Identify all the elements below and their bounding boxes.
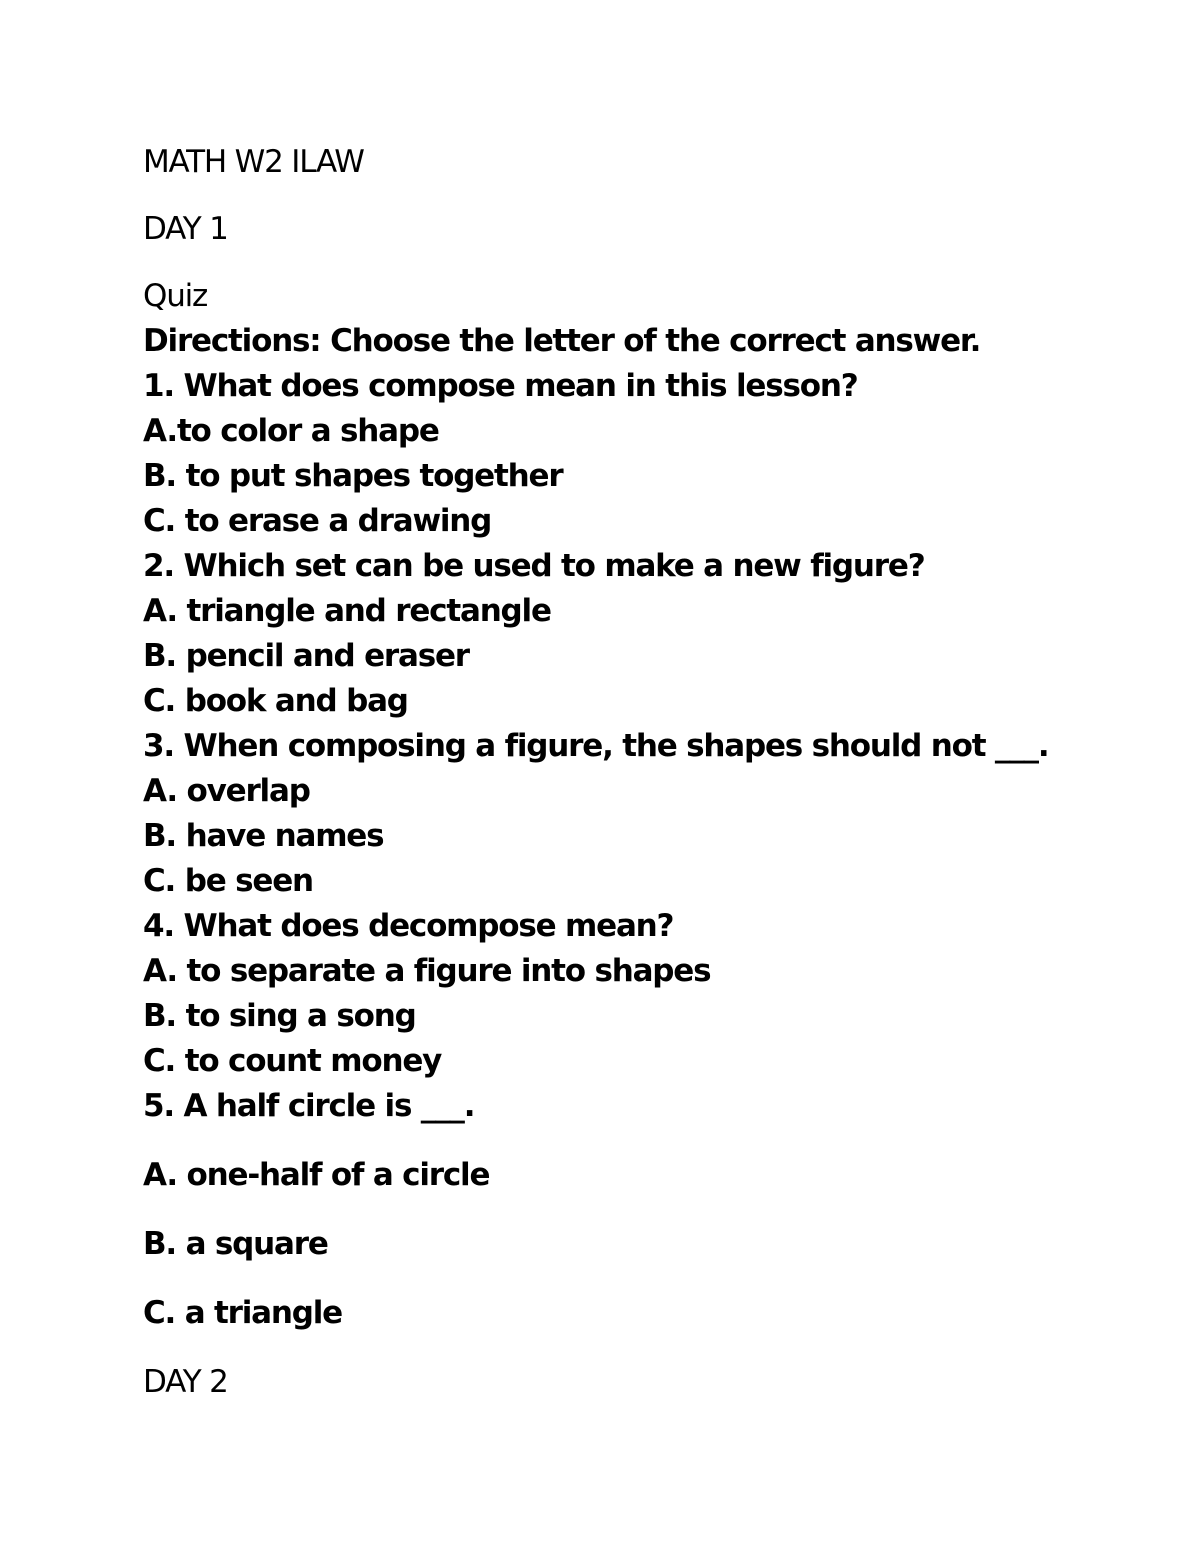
question-2-option-a: A. triangle and rectangle	[143, 593, 551, 629]
quiz-directions: Directions: Choose the letter of the correct answer.	[143, 323, 981, 359]
question-2-option-c: C. book and bag	[143, 683, 408, 719]
quiz-label: Quiz	[143, 278, 208, 314]
question-4-option-b: B. to sing a song	[143, 998, 416, 1034]
question-5-option-a: A. one-half of a circle	[143, 1157, 490, 1193]
question-5-option-b: B. a square	[143, 1226, 328, 1262]
question-4: 4. What does decompose mean?	[143, 908, 674, 944]
question-2: 2. Which set can be used to make a new figure?	[143, 548, 925, 584]
question-1-option-b: B. to put shapes together	[143, 458, 563, 494]
day1-heading: DAY 1	[143, 211, 228, 247]
question-4-option-c: C. to count money	[143, 1043, 442, 1079]
question-1: 1. What does compose mean in this lesson?	[143, 368, 858, 404]
question-5: 5. A half circle is ___.	[143, 1088, 475, 1124]
question-4-option-a: A. to separate a figure into shapes	[143, 953, 711, 989]
question-3-option-a: A. overlap	[143, 773, 310, 809]
question-3-option-c: C. be seen	[143, 863, 313, 899]
question-1-option-c: C. to erase a drawing	[143, 503, 492, 539]
question-1-option-a: A.to color a shape	[143, 413, 439, 449]
question-3: 3. When composing a figure, the shapes should not ___.	[143, 728, 1049, 764]
question-2-option-b: B. pencil and eraser	[143, 638, 469, 674]
document-title: MATH W2 ILAW	[143, 144, 364, 180]
question-5-option-c: C. a triangle	[143, 1295, 342, 1331]
question-3-option-b: B. have names	[143, 818, 384, 854]
day2-heading: DAY 2	[143, 1364, 228, 1400]
document-content	[143, 140, 1143, 1405]
